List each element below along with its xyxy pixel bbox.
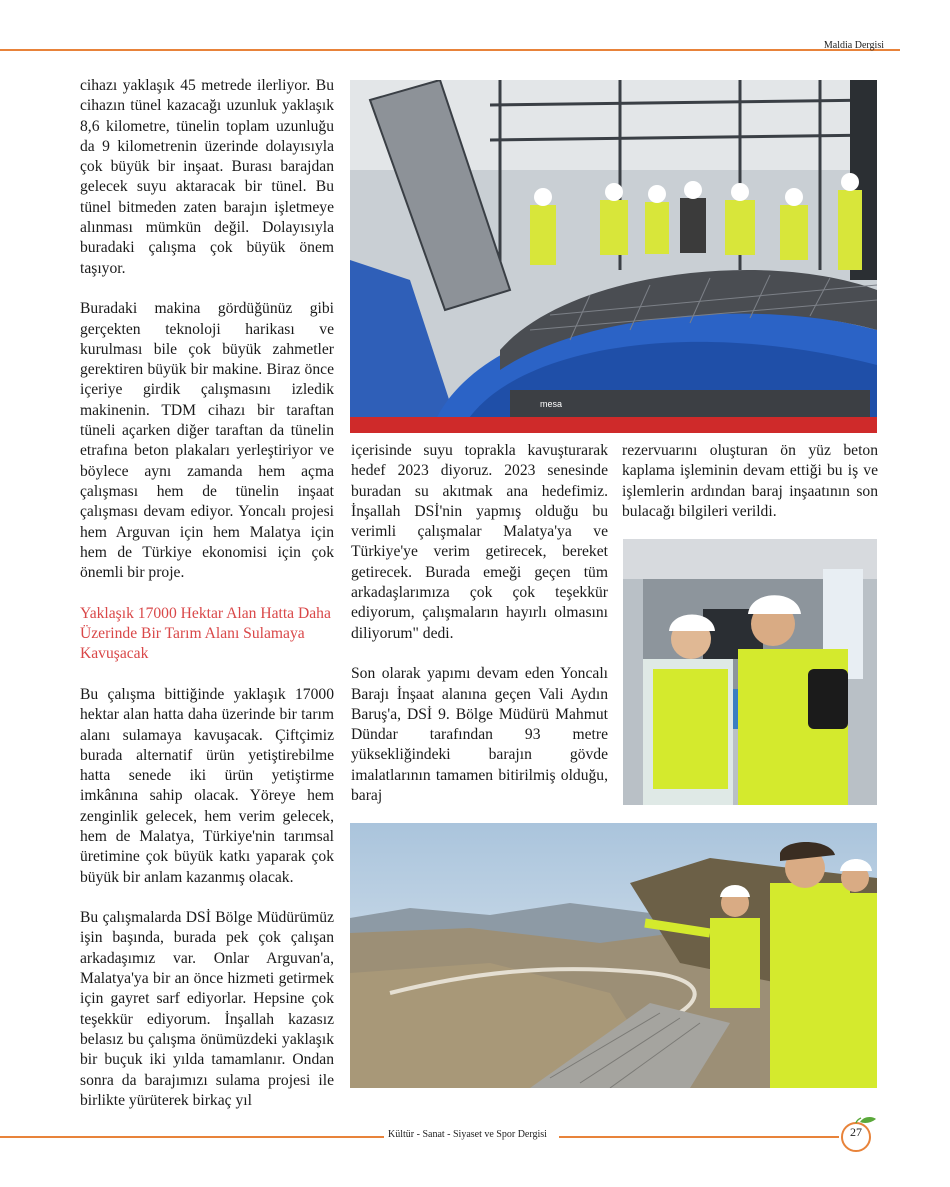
control-cabin-photo (623, 539, 877, 805)
paragraph: cihazı yaklaşık 45 metrede ilerliyor. Bu cihazın tünel kazacağı uzunluk yaklaşık 8,6 kilometre, tünelin toplam uzunluğu da 9 kilometrenin üzerinde dolayısıyla çok büyük bir inşaat. Burası barajdan gelecek suyu aktaracak bir tünel. Bu tünel bitmeden zaten barajın işletmeye alınması mümkün değil. Dolayısıyla buradaki çalışma çok büyük önem taşıyor. (80, 77, 334, 277)
paragraph: rezervuarını oluşturan ön yüz beton kaplama işleminin devam ettiği bu iş ve işlemlerin ardından baraj inşaatının son bulacağı bilgileri verildi. (622, 442, 878, 520)
header-rule (0, 49, 900, 51)
paragraph: Bu çalışmalarda DSİ Bölge Müdürümüz işin başında, burada pek çok çalışan arkadaşımız var. Onlar Arguvan'a, Malatya'ya bir an önce hizmeti getirmek için gayret sarf ediyorlar. Hepsine çok teşekkür ediyorum. İnşallah kazasız belasız bu çalışma önümüzdeki yaklaşık bir buçuk iki yılda tamamlanır. Ondan sonra da barajımızı sulama projesi ile birlikte yürüterek birkaç yıl (80, 909, 334, 1109)
middle-column (351, 441, 608, 806)
paragraph: Son olarak yapımı devam eden Yoncalı Barajı İnşaat alanına geçen Vali Aydın Baruş'a, DSİ 9. Bölge Müdürü Mahmut Dündar tarafından 93 metre yüksekliğindeki barajın gövde imalatlarının tamamen bitirilmiş olduğu, baraj (351, 665, 608, 805)
machine-brand-label: mesa (540, 399, 563, 409)
footer-rule-left (0, 1136, 384, 1138)
tunnel-machine-photo (350, 80, 877, 433)
dam-landscape-photo (350, 823, 877, 1088)
footer-rule-right (559, 1136, 839, 1138)
page-number: 27 (850, 1125, 862, 1139)
paragraph: Bu çalışma bittiğinde yaklaşık 17000 hektar alan hatta daha üzerinde bir tarım alanı sulamaya kavuşacak. Çiftçimiz burada alternatif ürün yetiştirebilme hatta senede iki ürün yetiştirme imkânına sahip olacak. Yöreye hem zenginlik gelecek, hem verim gelecek, hem de Malatya, Türkiye'nin tarımsal üretimine çok büyük katkı yaparak çok büyük bir anlam kazanmış olacak. (80, 685, 334, 886)
magazine-name: Maldia Dergisi (823, 40, 884, 51)
left-column (80, 76, 334, 1111)
photo-caption-bar (350, 417, 877, 433)
paragraph: Buradaki makina gördüğünüz gibi gerçekten teknoloji harikası ve kurulması bile çok büyük zahmetler gerektiren büyük bir makine. Biraz önce içeriye girdik çalışmasını izledik makinenin. TDM cihazı bir taraftan tüneli açarken diğer taraftan da tünelin etrafına beton plakaları yerleştiriyor ve böylece aynı zamanda hem açma çalışması hem de tünelin inşaat çalışması devam ediyor. Yoncalı projesi hem Arguvan için hem Malatya için hem de Türkiye ekonomisi için çok önemli bir proje. (80, 300, 334, 582)
paragraph: içerisinde suyu toprakla kavuşturarak hedef 2023 diyoruz. 2023 senesinde buradan su akıtmak ana hedefimiz. İnşallah DSİ'nin yapmış olduğu bu verimli çalışmalar Malatya'ya ve Türkiye'ye verim getirecek, bereket getirecek. Burada emeği geçen tüm arkadaşlarımıza çok çok teşekkür ediyorum, çalışmaların hayırlı olmasını diliyorum" dedi. (351, 442, 608, 642)
subheading: Yaklaşık 17000 Hektar Alan Hatta Daha Üzerinde Bir Tarım Alanı Sulamaya Kavuşacak (80, 604, 331, 663)
right-column (622, 441, 878, 522)
footer-tagline: Kültür - Sanat - Siyaset ve Spor Dergisi (388, 1129, 547, 1140)
